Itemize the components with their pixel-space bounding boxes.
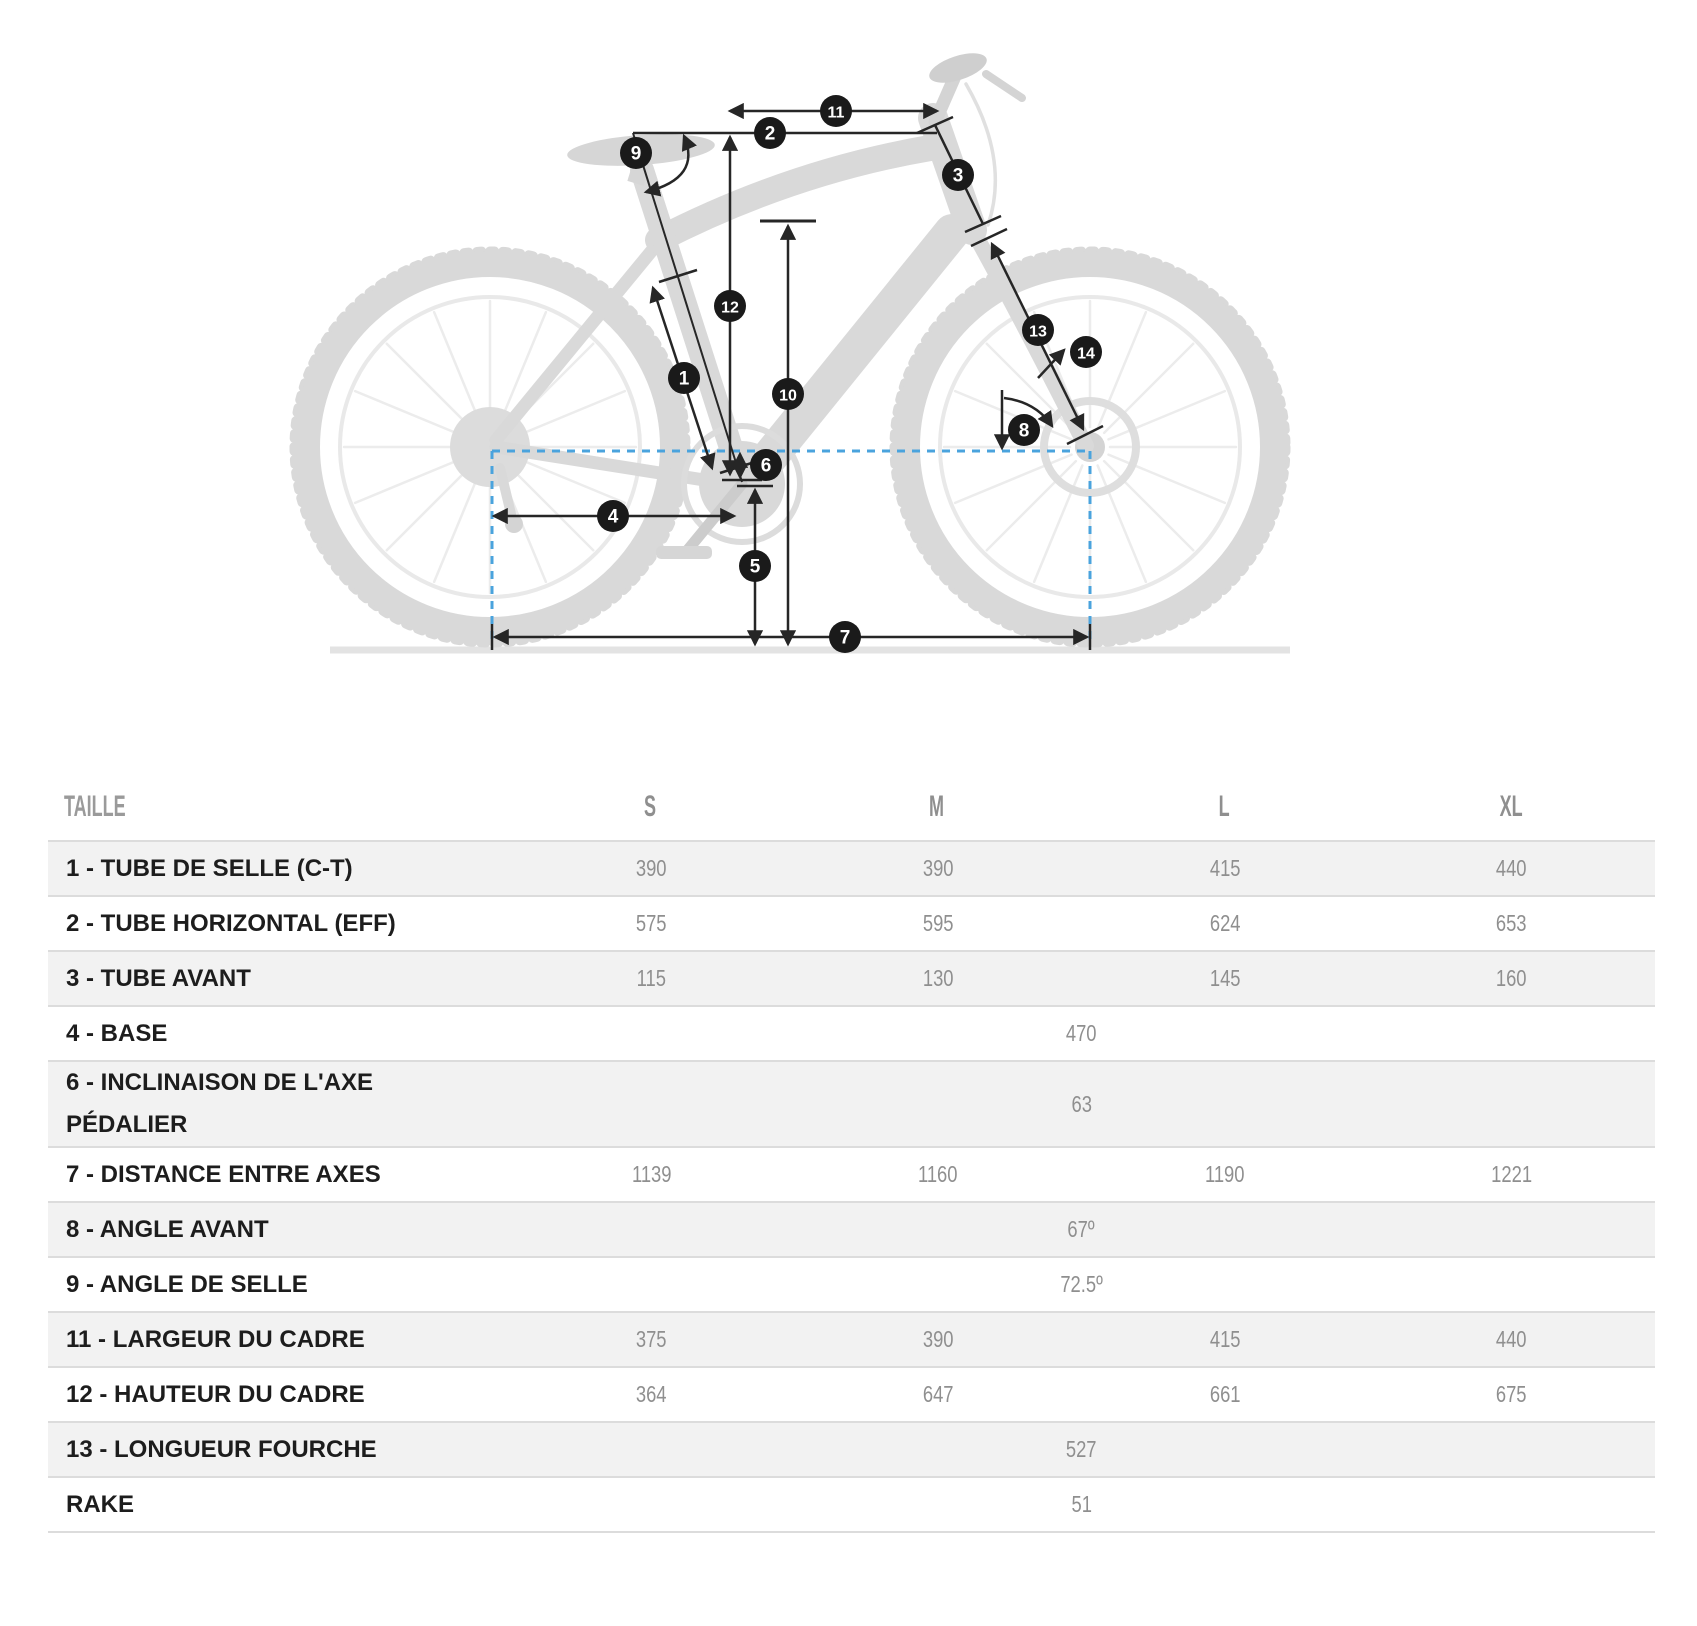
cell-value-merged: 51 [1071,1491,1092,1517]
svg-text:12: 12 [721,299,739,317]
svg-text:8: 8 [1018,420,1030,442]
row-label: 6 - INCLINAISON DE L'AXE PÉDALIER [66,1069,374,1138]
pedal [656,546,712,559]
cell-value: 390 [922,1326,954,1352]
cell-value-merged: 72.5º [1060,1271,1103,1297]
table-row [48,1256,1655,1311]
table-row [48,895,1655,950]
cell-value: 647 [922,1381,954,1407]
measurement-badge-10 [772,378,804,410]
measurement-badge-7 [829,621,861,653]
bike-geometry-diagram [0,0,1697,700]
cell-value: 375 [635,1326,667,1352]
table-row [48,950,1655,1005]
row-label: 3 - TUBE AVANT [66,964,251,992]
measurement-badge-14 [1070,336,1102,368]
cell-value: 661 [1209,1381,1241,1407]
svg-text:2: 2 [764,123,776,145]
header-col-xl: XL [1499,790,1523,823]
measurement-badge-11 [820,95,852,127]
measurement-badge-1 [668,362,700,394]
svg-text:1: 1 [678,368,690,390]
row-label: 13 - LONGUEUR FOURCHE [66,1435,377,1463]
cell-value: 624 [1209,910,1241,936]
measurement-badge-3 [942,159,974,191]
svg-text:3: 3 [952,165,964,187]
cell-value: 1190 [1205,1161,1245,1187]
svg-text:7: 7 [839,627,851,649]
cell-value: 415 [1209,1326,1241,1352]
measurement-badge-2 [754,117,786,149]
cell-value-merged: 470 [1066,1020,1097,1046]
table-row [48,840,1655,895]
measurement-badge-6 [750,449,782,481]
table-row [48,1060,1655,1146]
svg-text:10: 10 [779,387,797,405]
cell-value: 390 [635,855,667,881]
measurement-badge-8 [1008,414,1040,446]
row-label: 8 - ANGLE AVANT [66,1215,269,1243]
cell-value: 1221 [1491,1161,1533,1187]
cell-value: 160 [1496,965,1527,991]
geometry-table [48,752,1655,1533]
row-label: 7 - DISTANCE ENTRE AXES [66,1160,381,1188]
measurement-badge-5 [739,550,771,582]
measurement-badge-9 [620,137,652,169]
table-row [48,1421,1655,1476]
svg-text:11: 11 [827,104,845,122]
table-row [48,1366,1655,1421]
header-col-s: S [643,790,656,823]
header-col-l: L [1218,790,1230,823]
cell-value: 115 [636,965,666,991]
svg-text:9: 9 [630,143,642,165]
header-size-label: TAILLE [64,790,126,823]
cell-value: 575 [635,910,667,936]
table-row [48,1476,1655,1533]
svg-text:4: 4 [607,506,619,528]
cell-value-merged: 527 [1066,1436,1097,1462]
bike-silhouette [294,47,1286,643]
measurement-badge-4 [597,500,629,532]
row-label: RAKE [66,1490,135,1518]
row-label: 1 - TUBE DE SELLE (C-T) [66,854,353,882]
row-label: 12 - HAUTEUR DU CADRE [66,1380,365,1408]
row-label: 2 - TUBE HORIZONTAL (EFF) [66,909,396,937]
cell-value-merged: 63 [1071,1090,1092,1117]
svg-text:13: 13 [1029,323,1047,341]
cell-value: 595 [922,910,954,936]
cell-value: 415 [1209,855,1241,881]
header-col-m: M [929,790,945,823]
table-row [48,1311,1655,1366]
cell-value: 1160 [918,1161,958,1187]
cell-value: 440 [1496,1326,1527,1352]
measurement-badge-12 [714,290,746,322]
cell-value: 675 [1496,1381,1527,1407]
cell-value: 145 [1209,965,1241,991]
table-row [48,1146,1655,1201]
brake-lever [986,74,1022,98]
cell-value: 364 [635,1381,667,1407]
row-label: 9 - ANGLE DE SELLE [66,1270,308,1298]
row-label: 4 - BASE [66,1019,168,1047]
derailleur [505,515,523,533]
table-header-row [48,752,1655,840]
cell-value: 1139 [631,1161,672,1187]
cell-value: 440 [1496,855,1527,881]
cell-value: 390 [922,855,954,881]
measurement-badge-13 [1022,314,1054,346]
table-row [48,1201,1655,1256]
table-row [48,1005,1655,1060]
cell-value-merged: 67º [1067,1216,1096,1242]
cell-value: 130 [922,965,954,991]
svg-text:14: 14 [1077,345,1095,363]
cell-value: 653 [1496,910,1527,936]
row-label: 11 - LARGEUR DU CADRE [66,1325,365,1353]
svg-text:6: 6 [760,455,772,477]
svg-text:5: 5 [749,556,761,578]
